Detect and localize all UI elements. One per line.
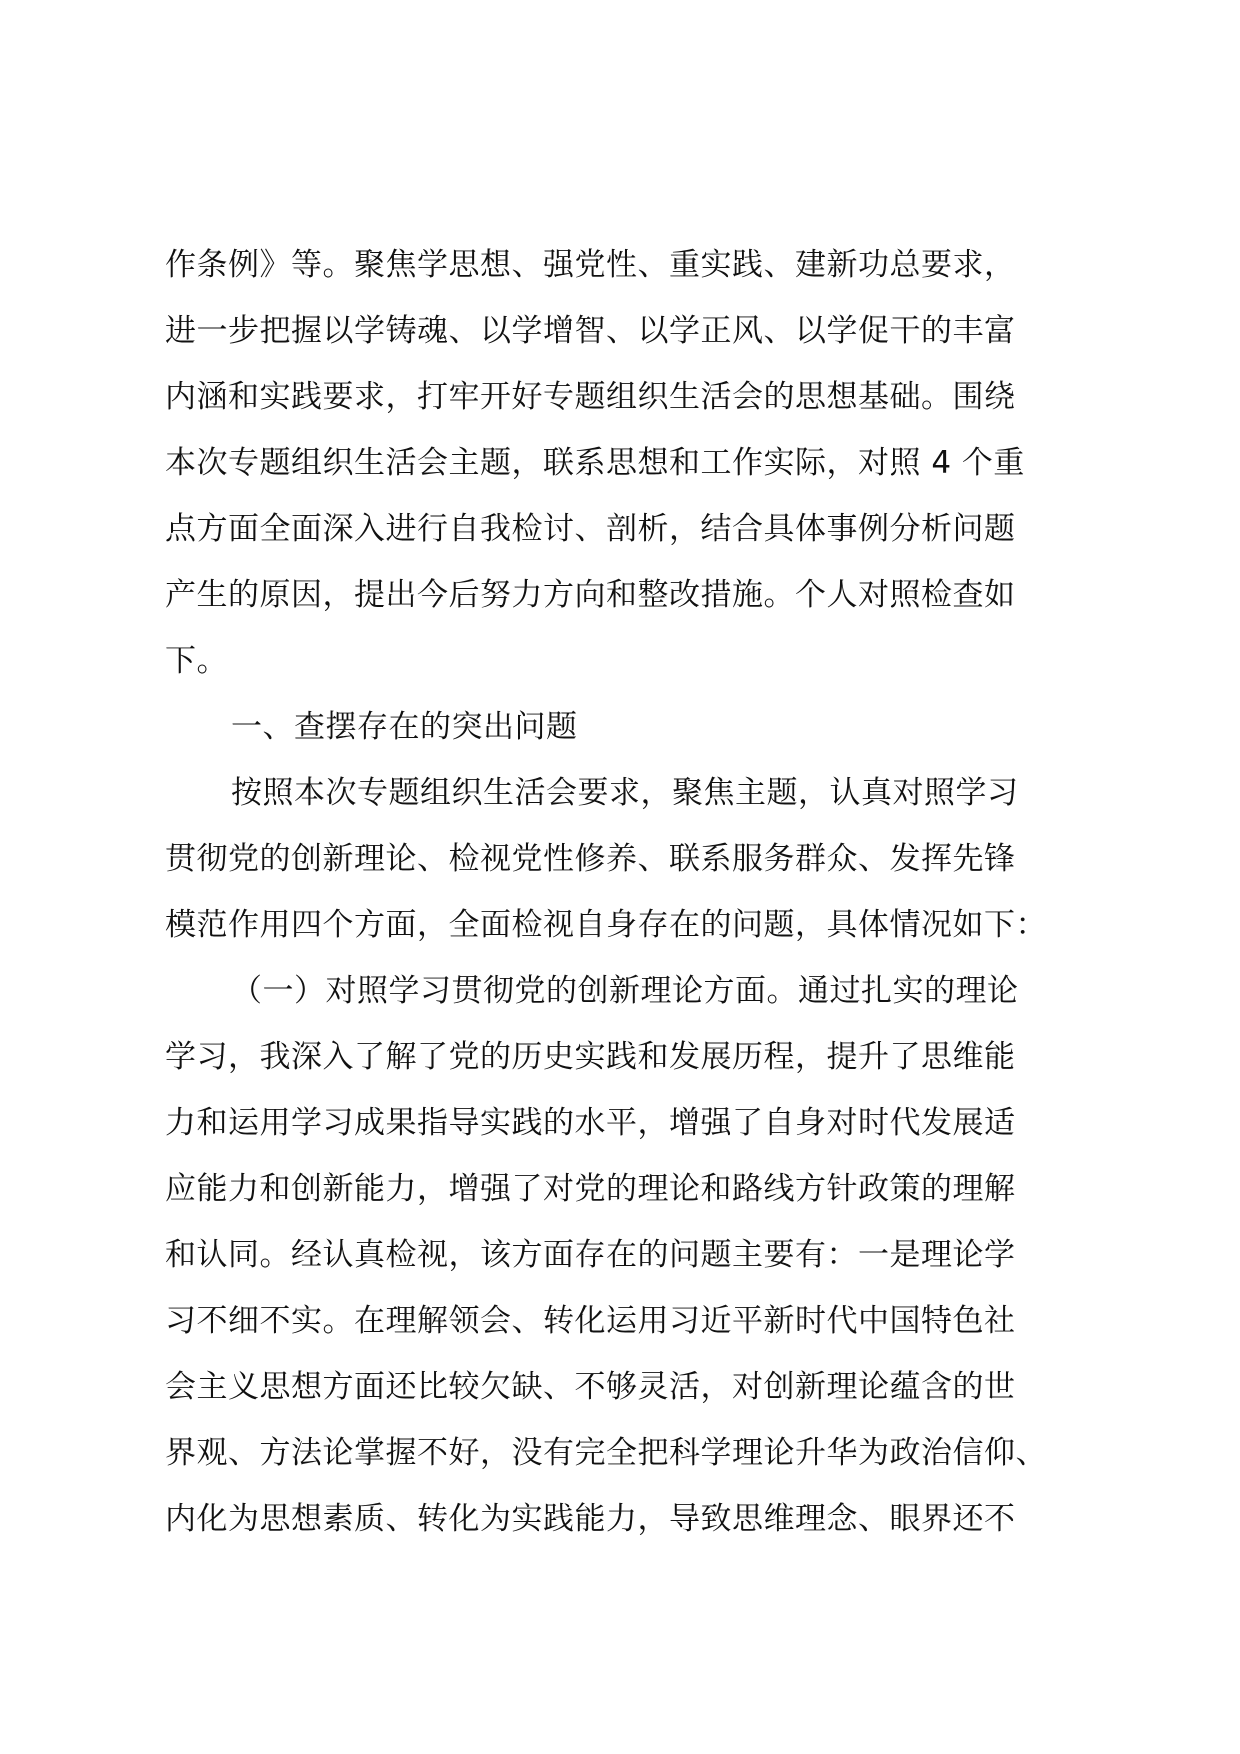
text-line: 进一步把握以学铸魂、以学增智、以学正风、以学促干的丰富: [165, 313, 1016, 349]
text-line: 习不细不实。在理解领会、转化运用习近平新时代中国特色社: [165, 1303, 1016, 1339]
text-line: 本次专题组织生活会主题，联系思想和工作实际，对照 4 个重: [165, 445, 1025, 481]
text-line: 内化为思想素质、转化为实践能力，导致思维理念、眼界还不: [165, 1501, 1016, 1537]
text-line: 点方面全面深入进行自我检讨、剖析，结合具体事例分析问题: [165, 511, 1016, 547]
document-body: [165, 232, 1095, 1552]
text-line: 学习，我深入了解了党的历史实践和发展历程，提升了思维能: [165, 1039, 1016, 1075]
text-line: 界观、方法论掌握不好，没有完全把科学理论升华为政治信仰、: [165, 1435, 1047, 1471]
text-line: 会主义思想方面还比较欠缺、不够灵活，对创新理论蕴含的世: [165, 1369, 1016, 1405]
text-line: 模范作用四个方面，全面检视自身存在的问题，具体情况如下：: [165, 907, 1047, 943]
text-line: 下。: [165, 643, 228, 679]
text-line: 产生的原因，提出今后努力方向和整改措施。个人对照检查如: [165, 577, 1016, 613]
section-heading: 一、查摆存在的突出问题: [231, 709, 578, 745]
text-line: 贯彻党的创新理论、检视党性修养、联系服务群众、发挥先锋: [165, 841, 1016, 877]
text-line: 内涵和实践要求，打牢开好专题组织生活会的思想基础。围绕: [165, 379, 1016, 415]
text-line: 应能力和创新能力，增强了对党的理论和路线方针政策的理解: [165, 1171, 1016, 1207]
text-line: 作条例》等。聚焦学思想、强党性、重实践、建新功总要求，: [165, 247, 1016, 283]
text-line: 和认同。经认真检视，该方面存在的问题主要有：一是理论学: [165, 1237, 1016, 1273]
text-line: 力和运用学习成果指导实践的水平，增强了自身对时代发展适: [165, 1105, 1016, 1141]
subsection-start-line: （一）对照学习贯彻党的创新理论方面。通过扎实的理论: [231, 973, 1019, 1009]
paragraph-start-line: 按照本次专题组织生活会要求，聚焦主题，认真对照学习: [231, 775, 1019, 811]
